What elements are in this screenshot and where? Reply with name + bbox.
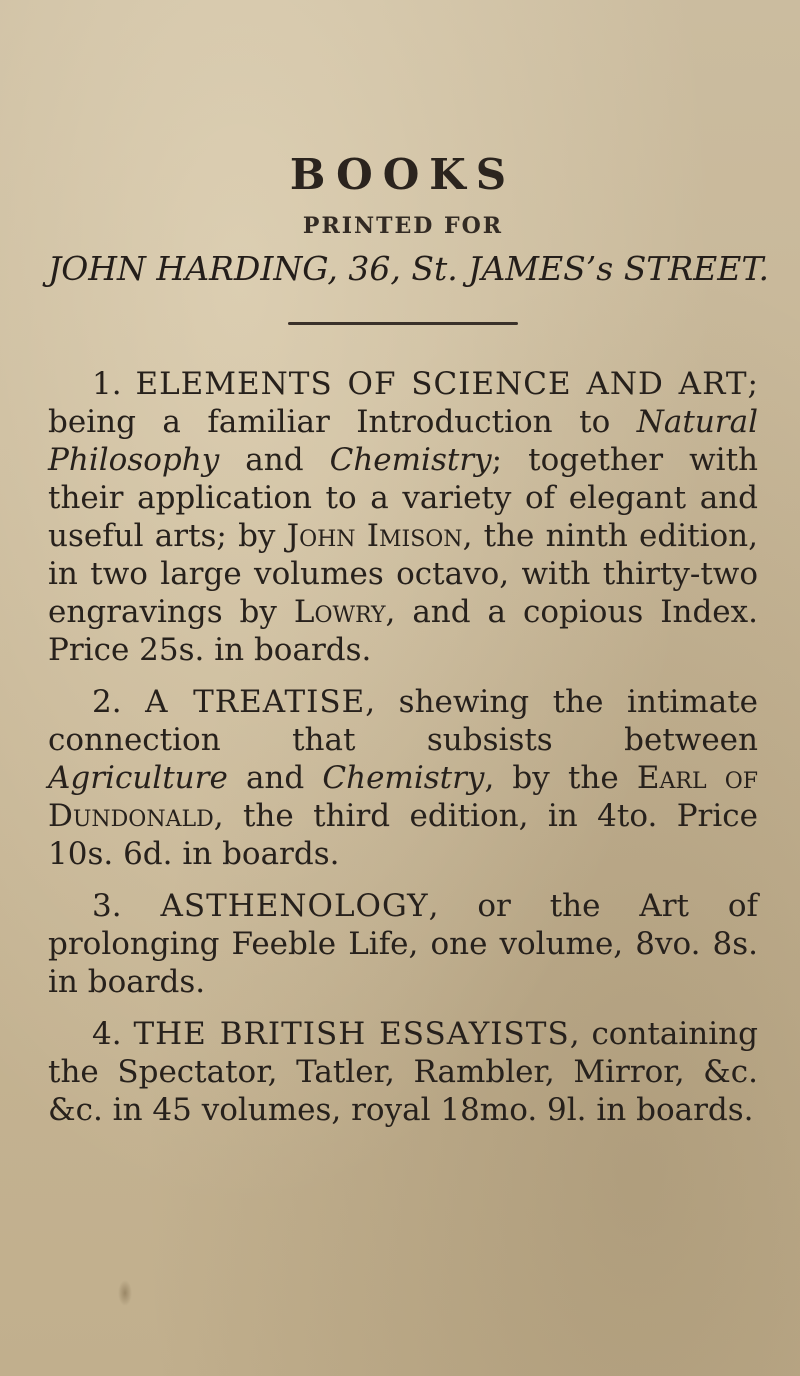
- entry-title: A TREATISE: [145, 684, 366, 720]
- entry-text: and: [219, 442, 330, 478]
- entry-text: , the ninth edition, in two large volumes octavo, with thirty-two engravings by: [48, 518, 758, 630]
- entry-title: ASTHENOLOGY: [160, 888, 429, 924]
- entry-italic-subject: Chemistry: [329, 442, 492, 478]
- entry-text: and: [227, 760, 323, 796]
- book-entry-1: [48, 365, 758, 669]
- entry-author: John Imison: [286, 518, 463, 554]
- entry-engraver: Lowry: [293, 594, 386, 630]
- entry-text: ; being a familiar Introduction to: [48, 366, 758, 440]
- entry-text: , shewing the intimate connection that subsists between: [48, 684, 758, 758]
- entry-title: THE BRITISH ESSAYISTS: [133, 1016, 570, 1052]
- publisher-line: JOHN HARDING, 36, St. JAMES’s STREET.: [48, 249, 769, 288]
- book-advertisement-page: [48, 150, 769, 1143]
- paper-stain: [118, 1280, 132, 1306]
- entry-number: 1.: [92, 366, 122, 402]
- book-entry-4: [48, 1015, 758, 1129]
- entry-italic-subject: Agriculture: [48, 760, 228, 796]
- entry-number: 2.: [92, 684, 122, 720]
- printed-for-line: PRINTED FOR: [302, 213, 504, 239]
- page-heading: BOOKS: [289, 150, 517, 199]
- book-entry-3: [48, 887, 758, 1001]
- book-entry-2: [48, 683, 758, 873]
- entry-text: , the third edition, in 4to. Price 10s. 6d. in boards.: [48, 798, 758, 872]
- entry-text: , containing the Spectator, Tatler, Rambler, Mirror, &c. &c. in 45 volumes, royal 18mo. 9l. in boards.: [48, 1016, 758, 1128]
- entry-title: ELEMENTS OF SCIENCE AND ART: [135, 366, 748, 402]
- entry-text: ; together with their application to a variety of elegant and useful arts; by: [48, 442, 758, 554]
- divider-rule: [288, 322, 518, 325]
- entry-author: Earl of Dundonald: [48, 760, 758, 834]
- entry-number: 3.: [92, 888, 122, 924]
- entry-text: , and a copious Index. Price 25s. in boards.: [48, 594, 758, 668]
- entry-number: 4.: [92, 1016, 122, 1052]
- entry-text: , or the Art of prolonging Feeble Life, one volume, 8vo. 8s. in boards.: [48, 888, 759, 1000]
- entry-text: , by the: [484, 760, 637, 796]
- entry-italic-subject: Natural Philosophy: [48, 404, 758, 478]
- entry-italic-subject: Chemistry: [322, 760, 485, 796]
